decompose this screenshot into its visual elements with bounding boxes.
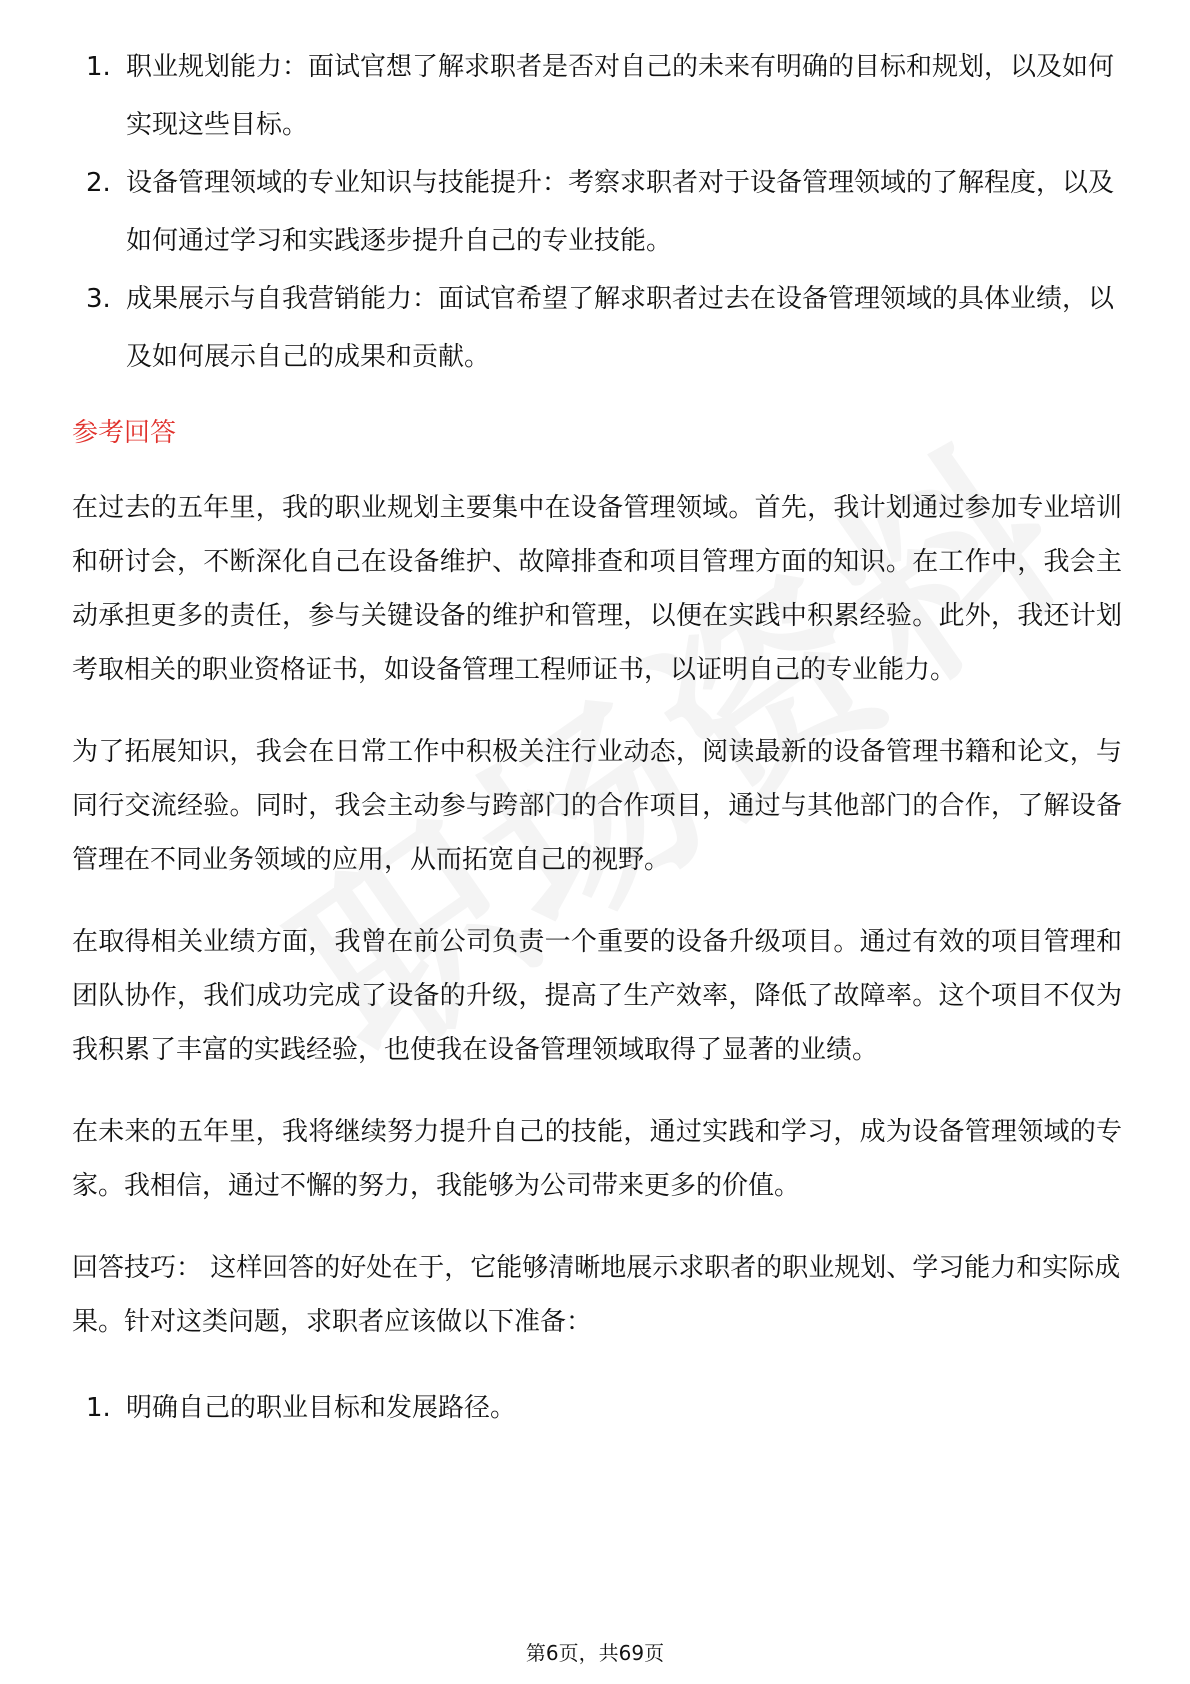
list-text: 成果展示与自我营销能力：面试官希望了解求职者过去在设备管理领域的具体业绩，以及如何展示自己的成果和贡献。 [126, 284, 1115, 372]
list-text: 职业规划能力：面试官想了解求职者是否对自己的未来有明确的目标和规划，以及如何实现这些目标。 [126, 52, 1115, 140]
list-text: 设备管理领域的专业知识与技能提升：考察求职者对于设备管理领域的了解程度，以及如何通过学习和实践逐步提升自己的专业技能。 [126, 168, 1115, 256]
answer-paragraph: 在未来的五年里，我将继续努力提升自己的技能，通过实践和学习，成为设备管理领域的专家。我相信，通过不懈的努力，我能够为公司带来更多的价值。 [72, 1117, 1122, 1201]
list-number: 3. [86, 284, 111, 314]
list-number: 2. [86, 168, 111, 198]
tips-paragraph: 回答技巧： 这样回答的好处在于，它能够清晰地展示求职者的职业规划、学习能力和实际成果。针对这类问题，求职者应该做以下准备： [72, 1253, 1121, 1337]
answer-paragraph: 在过去的五年里，我的职业规划主要集中在设备管理领域。首先，我计划通过参加专业培训和研讨会，不断深化自己在设备维护、故障排查和项目管理方面的知识。在工作中，我会主动承担更多的责任，参与关键设备的维护和管理，以便在实践中积累经验。此外，我还计划考取相关的职业资格证书，如设备管理工程师证书，以证明自己的专业能力。 [72, 493, 1122, 685]
list-item [72, 270, 1122, 386]
list-number: 1. [86, 52, 111, 82]
list-item [72, 154, 1122, 270]
page-footer: 第6页，共69页 [525, 1641, 665, 1665]
content [72, 38, 1122, 1437]
list-text: 明确自己的职业目标和发展路径。 [126, 1393, 517, 1423]
list-item [72, 1379, 1122, 1437]
answer-title: 参考回答 [72, 418, 177, 448]
answer-paragraph: 为了拓展知识，我会在日常工作中积极关注行业动态，阅读最新的设备管理书籍和论文，与同行交流经验。同时，我会主动参与跨部门的合作项目，通过与其他部门的合作，了解设备管理在不同业务领域的应用，从而拓宽自己的视野。 [72, 737, 1122, 875]
list-item [72, 38, 1122, 154]
answer-paragraph: 在取得相关业绩方面，我曾在前公司负责一个重要的设备升级项目。通过有效的项目管理和团队协作，我们成功完成了设备的升级，提高了生产效率，降低了故障率。这个项目不仅为我积累了丰富的实践经验，也使我在设备管理领域取得了显著的业绩。 [72, 927, 1122, 1065]
list-number: 1. [86, 1393, 111, 1423]
